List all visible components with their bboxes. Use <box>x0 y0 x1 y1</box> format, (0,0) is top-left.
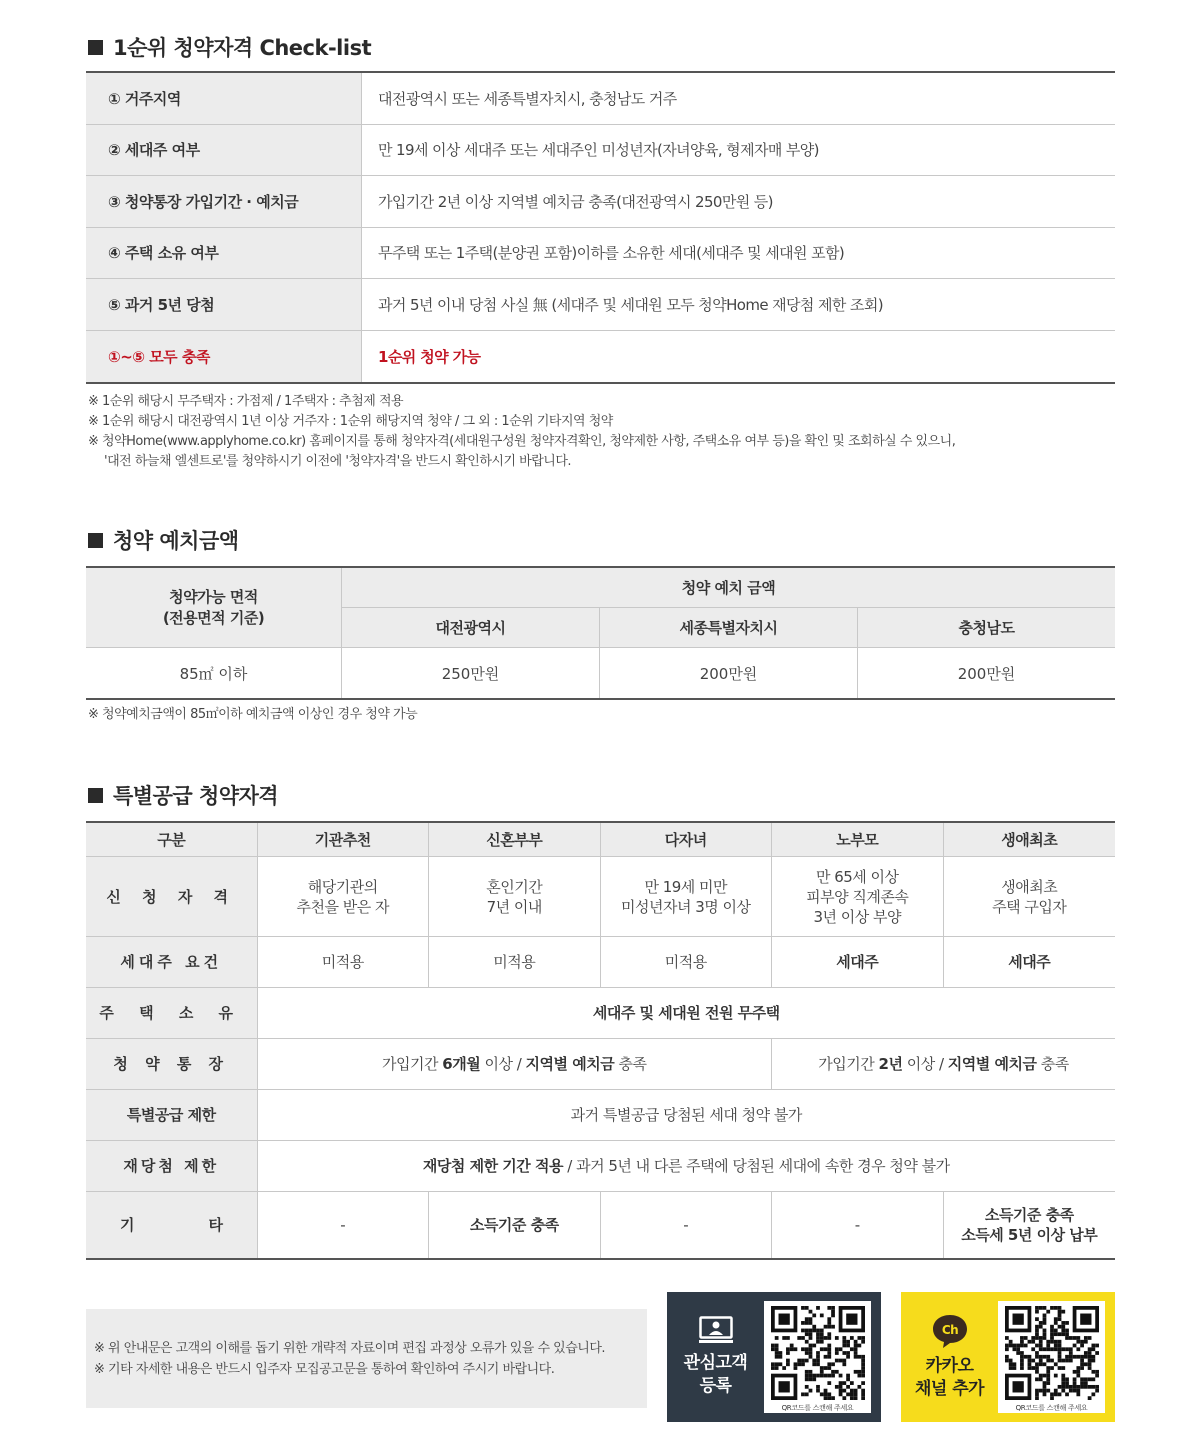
cell-line: 주택 구입자 <box>992 897 1067 916</box>
special-table <box>86 821 1115 1260</box>
cell-line: 피부양 직계존속 <box>806 887 909 906</box>
checklist-result-label: ①~⑤ 모두 충족 <box>86 331 362 383</box>
qualification-cell <box>258 857 430 937</box>
cell-text-bold: 지역별 예치금 <box>525 1055 615 1073</box>
row-label-qualification: 신 청 자 격 <box>86 857 258 937</box>
square-bullet-icon <box>88 788 103 803</box>
cell-line: 7년 이내 <box>486 897 542 916</box>
city-headers <box>342 608 1115 647</box>
deposit-table <box>86 566 1115 700</box>
deposit-value: 200만원 <box>600 648 858 698</box>
deposit-header <box>86 568 1115 648</box>
householder-cell: 세대주 <box>944 937 1116 988</box>
area-header <box>86 568 342 647</box>
qr-code-icon <box>1005 1306 1099 1400</box>
monitor-user-icon <box>699 1316 733 1344</box>
special-header: 기관추천 <box>258 823 430 857</box>
cell-line: 만 65세 이상 <box>815 867 899 886</box>
row-label-householder: 세대주 요건 <box>86 937 258 988</box>
qualification-cell <box>944 857 1116 937</box>
kakao-card[interactable] <box>901 1292 1115 1422</box>
etc-cell <box>944 1192 1116 1258</box>
checklist-table <box>86 71 1115 384</box>
cell-text: 가입기간 <box>382 1055 443 1073</box>
checklist-value: 과거 5년 이내 당첨 사실 無 (세대주 및 세대원 모두 청약Home 재당첨 제한 조회) <box>378 295 883 314</box>
cell-line: 혼인기간 <box>486 877 543 896</box>
checklist-row <box>86 176 1115 228</box>
register-label <box>667 1316 764 1398</box>
qr-caption: QR코드를 스캔해 주세요 <box>1015 1404 1088 1412</box>
cell-line: 소득기준 충족 <box>984 1206 1074 1224</box>
qualification-cell <box>429 857 601 937</box>
note-line: ※ 1순위 해당시 무주택자 : 가점제 / 1주택자 : 추첨제 적용 <box>88 394 404 409</box>
register-card[interactable] <box>667 1292 881 1422</box>
special-header: 신혼부부 <box>429 823 601 857</box>
checklist-value: 무주택 또는 1주택(분양권 포함)이하를 소유한 세대(세대주 및 세대원 포함) <box>378 244 845 263</box>
checklist-row <box>86 279 1115 331</box>
deposit-title <box>88 525 239 555</box>
checklist-result-value: 1순위 청약 가능 <box>378 347 481 366</box>
register-label-line: 관심고객 <box>683 1353 748 1373</box>
special-header: 노부모 <box>772 823 944 857</box>
cell-text: 기 <box>120 1216 134 1234</box>
special-header: 생애최초 <box>944 823 1116 857</box>
checklist-value: 대전광역시 또는 세종특별자치시, 충청남도 거주 <box>378 89 677 108</box>
cell-text: 타 <box>208 1216 223 1234</box>
special-title <box>88 780 278 810</box>
checklist-row <box>86 228 1115 280</box>
kakao-label-line: 카카오 <box>925 1356 974 1376</box>
register-label-line: 등록 <box>699 1376 732 1396</box>
deposit-note <box>88 705 417 725</box>
checklist-label: ④ 주택 소유 여부 <box>86 228 362 279</box>
checklist-label: ① 거주지역 <box>86 73 362 124</box>
city-header: 세종특별자치시 <box>600 608 858 647</box>
deposit-row <box>86 648 1115 698</box>
kakao-channel-icon <box>931 1313 969 1349</box>
note-line: '대전 하늘채 엘센트로'를 청약하시기 이전에 '청약자격'을 반드시 확인하시기 바랍니다. <box>104 454 572 469</box>
rewin-cell <box>258 1141 1116 1192</box>
etc-cell: 소득기준 충족 <box>429 1192 601 1258</box>
householder-cell: 미적용 <box>601 937 773 988</box>
cell-line: 미성년자녀 3명 이상 <box>620 897 751 916</box>
kakao-label-line: 채널 추가 <box>914 1379 985 1399</box>
checklist-label: ③ 청약통장 가입기간 · 예치금 <box>86 176 362 227</box>
account-cell-a <box>258 1039 773 1090</box>
checklist-row <box>86 125 1115 177</box>
cell-line: 생애최초 <box>1001 877 1058 896</box>
cell-text-bold: 6개월 <box>442 1055 481 1073</box>
etc-cell: - <box>601 1192 773 1258</box>
disclaimer-line: ※ 위 안내문은 고객의 이해를 돕기 위한 개략적 자료이며 편집 과정상 오류가 있을 수 있습니다. <box>94 1340 606 1356</box>
cell-text-bold: 지역별 예치금 <box>947 1055 1037 1073</box>
disclaimer-box <box>86 1309 647 1408</box>
city-header: 충청남도 <box>958 619 1015 637</box>
deposit-title-text: 청약 예치금액 <box>113 529 239 553</box>
checklist-title <box>88 32 371 62</box>
cell-text-bold: 재당첨 제한 기간 적용 <box>422 1157 563 1175</box>
cell-text: 이상 / <box>902 1055 948 1073</box>
register-qr[interactable] <box>764 1301 871 1413</box>
amount-header <box>342 568 1115 647</box>
special-header: 구분 <box>86 823 258 857</box>
checklist-row <box>86 73 1115 125</box>
ownership-cell: 세대주 및 세대원 전원 무주택 <box>258 988 1116 1039</box>
area-header-line: 청약가능 면적 <box>169 587 258 606</box>
area-header-line: (전용면적 기준) <box>162 608 265 627</box>
qualification-cell <box>601 857 773 937</box>
note-line: ※ 청약예치금액이 85㎡이하 예치금액 이상인 경우 청약 가능 <box>88 707 418 722</box>
householder-cell: 미적용 <box>258 937 430 988</box>
qualification-cell <box>772 857 944 937</box>
cell-line: 소득세 5년 이상 납부 <box>961 1226 1098 1244</box>
cell-text: 가입기간 <box>818 1055 879 1073</box>
etc-cell: - <box>772 1192 944 1258</box>
kakao-qr[interactable] <box>998 1301 1105 1413</box>
city-header: 대전광역시 <box>342 608 600 647</box>
checklist-title-text: 1순위 청약자격 Check-list <box>113 36 372 60</box>
qr-code-icon <box>771 1306 865 1400</box>
square-bullet-icon <box>88 40 103 55</box>
cell-line: 해당기관의 <box>307 877 378 896</box>
deposit-value: 200만원 <box>957 664 1016 683</box>
householder-cell: 미적용 <box>429 937 601 988</box>
cell-line: 추천을 받은 자 <box>296 897 389 916</box>
cell-line: 3년 이상 부양 <box>813 907 902 926</box>
special-header: 다자녀 <box>601 823 773 857</box>
note-line: ※ 1순위 해당시 대전광역시 1년 이상 거주자 : 1순위 해당지역 청약 / 그 외 : 1순위 기타지역 청약 <box>88 414 613 429</box>
checklist-notes <box>88 392 955 472</box>
checklist-value: 가입기간 2년 이상 지역별 예치금 충족(대전광역시 250만원 등) <box>378 192 773 211</box>
householder-cell: 세대주 <box>772 937 944 988</box>
limit-cell: 과거 특별공급 당첨된 세대 청약 불가 <box>258 1090 1116 1141</box>
deposit-value: 250만원 <box>342 648 600 698</box>
checklist-value: 만 19세 이상 세대주 또는 세대주인 미성년자(자녀양육, 형제자매 부양) <box>378 141 819 160</box>
kakao-icon-text: Ch <box>941 1323 958 1337</box>
checklist-label: ② 세대주 여부 <box>86 125 362 176</box>
amount-header-title: 청약 예치 금액 <box>342 568 1115 608</box>
cell-text: 이상 / <box>480 1055 526 1073</box>
cell-text-bold: 2년 <box>878 1055 903 1073</box>
checklist-label: ⑤ 과거 5년 당첨 <box>86 279 362 330</box>
cell-text: 충족 <box>1036 1055 1069 1073</box>
disclaimer-line: ※ 기타 자세한 내용은 반드시 입주자 모집공고문을 통하여 확인하여 주시기 바랍니다. <box>94 1361 555 1377</box>
checklist-result-row <box>86 331 1115 383</box>
cell-line: 만 19세 미만 <box>644 877 728 896</box>
qr-caption: QR코드를 스캔해 주세요 <box>781 1404 854 1412</box>
row-label-etc <box>86 1192 258 1258</box>
row-label-ownership: 주 택 소 유 <box>86 988 258 1039</box>
cell-text: / 과거 5년 내 다른 주택에 당첨된 세대에 속한 경우 청약 불가 <box>562 1157 950 1175</box>
etc-cell: - <box>258 1192 430 1258</box>
row-label-account: 청 약 통 장 <box>86 1039 258 1090</box>
special-title-text: 특별공급 청약자격 <box>113 784 279 808</box>
deposit-area: 85㎡ 이하 <box>86 648 342 698</box>
row-label-rewin: 재당첨 제한 <box>86 1141 258 1192</box>
kakao-label <box>901 1313 998 1401</box>
account-cell-b <box>772 1039 1115 1090</box>
note-line: ※ 청약Home(www.applyhome.co.kr) 홈페이지를 통해 청약자격(세대원구성원 청약자격확인, 청약제한 사항, 주택소유 여부 등)을 확인 및 조회하실 수 있으니, <box>88 434 956 449</box>
cell-text: 충족 <box>614 1055 647 1073</box>
square-bullet-icon <box>88 533 103 548</box>
row-label-limit: 특별공급 제한 <box>86 1090 258 1141</box>
